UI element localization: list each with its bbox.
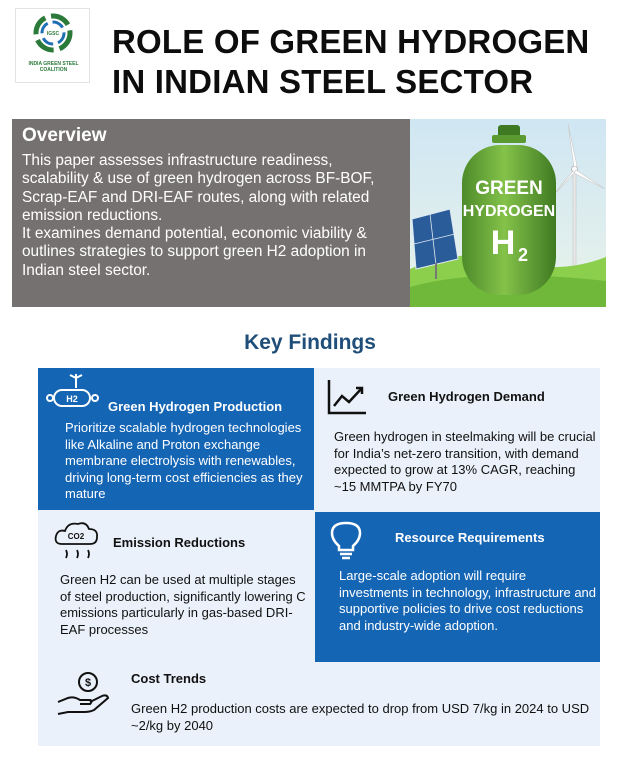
co2-cloud-icon <box>52 518 102 560</box>
logo-text-line1: INDIA GREEN STEEL <box>28 61 79 67</box>
hydrogen-vehicle-icon <box>46 374 100 418</box>
card-cost-trends <box>38 664 600 746</box>
hydrogen-tank-illustration <box>410 119 606 307</box>
resource-title: Resource Requirements <box>395 530 545 545</box>
overview-heading: Overview <box>22 125 107 146</box>
card-green-hydrogen-demand <box>318 368 600 510</box>
emission-body: Green H2 can be used at multiple stages of steel production, significantly lowering C emissions particularly in gas-based DRI-EAF processes <box>60 572 306 637</box>
demand-title: Green Hydrogen Demand <box>388 389 545 404</box>
production-icon-text: H2 <box>66 394 78 404</box>
hero-text-subscript: 2 <box>517 245 529 265</box>
page-title <box>112 22 612 102</box>
lightbulb-icon <box>329 520 363 562</box>
overview-paragraph-2: It examines demand potential, economic viability & outlines strategies to support green H2 adoption in Indian steel sector. <box>22 225 367 279</box>
demand-body: Green hydrogen in steelmaking will be crucial for India’s net-zero transition, with demand expected to grow at 13% CAGR, reaching ~15 MMTPA by FY70 <box>334 429 596 494</box>
card-green-hydrogen-production <box>38 368 314 510</box>
title-line2: IN INDIAN STEEL SECTOR <box>112 63 534 100</box>
cost-title: Cost Trends <box>131 671 207 686</box>
card-emission-reductions <box>38 512 314 652</box>
resource-body: Large-scale adoption will require investments in technology, infrastructure and supportive policies to drive cost reductions and industry-wide adoption. <box>339 568 597 633</box>
dollar-sign-icon: $ <box>84 677 92 689</box>
hero-text-green: GREEN <box>475 178 543 199</box>
card-resource-requirements <box>315 512 600 662</box>
production-body: Prioritize scalable hydrogen technologies like Alkaline and Proton exchange membrane electrolysis with renewables, driving long-term cost efficiencies as they mature <box>65 420 303 501</box>
overview-paragraph-1: This paper assesses infrastructure readiness, scalability & use of green hydrogen across BF-BOF, Scrap-EAF and DRI-EAF routes, along with related emission reductions. <box>22 152 375 224</box>
logo-emblem-text: IGSC <box>46 31 60 37</box>
hero-text-hydrogen: HYDROGEN <box>462 203 556 220</box>
cost-body: Green H2 production costs are expected to drop from USD 7/kg in 2024 to USD ~2/kg by 2040 <box>131 701 590 733</box>
emission-title: Emission Reductions <box>113 535 246 550</box>
emission-icon-text: CO2 <box>67 532 85 541</box>
hero-text-h: H <box>490 224 516 262</box>
coalition-emblem-icon <box>33 13 73 53</box>
coalition-logo <box>15 8 90 83</box>
money-hand-icon <box>56 670 112 716</box>
logo-text-line2: COALITION <box>39 67 68 73</box>
title-line1: ROLE OF GREEN HYDROGEN <box>112 23 590 60</box>
trend-chart-icon <box>326 378 368 416</box>
overview-box <box>12 119 410 307</box>
key-findings-heading: Key Findings <box>244 331 376 354</box>
production-title: Green Hydrogen Production <box>108 399 283 414</box>
